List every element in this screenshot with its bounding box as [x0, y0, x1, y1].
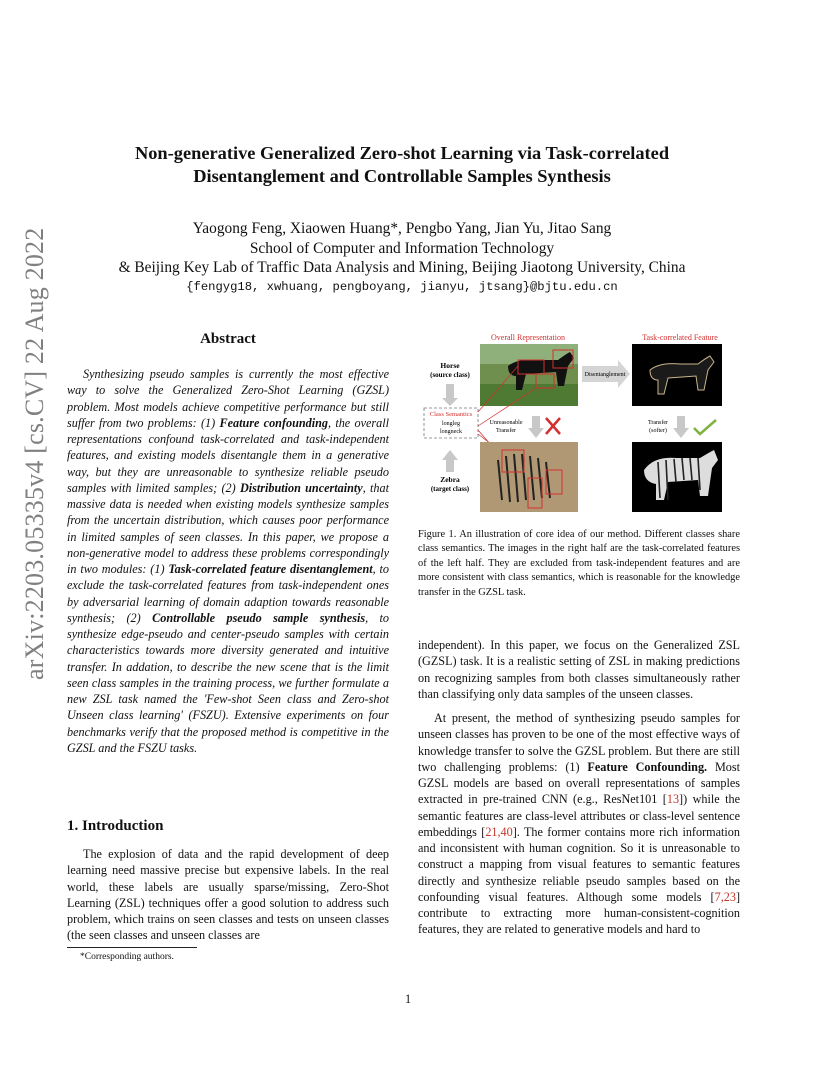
- unreasonable-label-1: Unreasonable: [489, 420, 523, 426]
- rp2-f: ] contribute to extracting more human-consistent-cognition features, they are related to generative models and hard to: [418, 889, 740, 937]
- abstract-text-1: Synthesizing pseudo samples is currently the most effective way to solve the Generalized Zero-Shot Learning (GZSL) problem. Most models achieve competitive performance but still suffer from two problems: (1): [67, 367, 389, 430]
- abstract-bold-3: Task-correlated feature disentanglement: [168, 562, 373, 576]
- zebra-feature-image: [632, 442, 722, 512]
- down-arrow-middle: [528, 416, 544, 438]
- abstract-body: [67, 366, 389, 756]
- down-arrow-left: [442, 384, 458, 406]
- zebra-label: Zebra: [440, 475, 460, 484]
- rp2-a: At present, the method of synthesizing pseudo samples for unseen classes has proven to be one of the most effective ways of knowledge transfer to solve the GZSL problem. But there are still two challenging problems: (1): [418, 711, 740, 774]
- unreasonable-label-2: Transfer: [495, 428, 517, 434]
- figure-caption: Figure 1. An illustration of core idea of our method. Different classes share class semantics. The images in the right half are the task-correlated features of the left half. They are excluded from task-independent features and are more consistent with class semantics, which is reasonable for the knowledge transfer in the GZSL task.: [418, 529, 740, 598]
- title-line-2: Disentanglement and Controllable Samples Synthesis: [193, 166, 611, 186]
- right-column-body: [418, 637, 740, 938]
- task-correlated-label: Task-correlated Feature: [642, 333, 718, 342]
- abstract-bold-2: Distribution uncertainty: [239, 480, 363, 495]
- check-icon: [694, 420, 716, 434]
- figure-1: [418, 330, 740, 525]
- cross-icon: [546, 418, 560, 434]
- up-arrow-left: [442, 450, 458, 472]
- disentangle-arrow: [582, 360, 630, 388]
- affiliation-1: School of Computer and Information Technology: [249, 239, 555, 257]
- right-paragraph-1: independent). In this paper, we focus on the Generalized ZSL (GZSL) task. It is a realistic setting of ZSL in making predictions on recognizing samples from both classes simultaneously rather than classifying only data samples of the unseen classes.: [418, 638, 740, 701]
- abstract-heading: Abstract: [200, 331, 256, 347]
- footnote-rule: [67, 947, 197, 948]
- transfer-label-1: Transfer: [647, 420, 669, 426]
- zebra-sublabel: (target class): [430, 485, 470, 493]
- paper-title: [80, 142, 724, 188]
- zebra-image: [480, 442, 578, 512]
- intro-body: The explosion of data and the rapid development of deep learning need massive precise but expensive labels. In the real world, these labels are usually sparse/missing, Zero-Shot Learning (ZSL) techniques offer a good solution to address such problem, which trains on seen classes and tests on unseen classes (the seen classes and unseen classes are: [67, 847, 389, 943]
- abstract-bold-4: Controllable pseudo sample synthesis: [152, 610, 366, 625]
- rp2-c: Most GZSL models are based on overall representations of samples extracted in pre-trained CNN (e.g., ResNet101 [: [418, 759, 740, 807]
- footnote: *Corresponding authors.: [80, 952, 174, 962]
- abstract-text-2: , the overall representations confound task-correlated and task-independent features, and existing models disentangle them in a generative way, but they are unreasonable to synthesize reliable pseudo samples with limited samples; (2): [67, 415, 390, 495]
- author-names: Yaogong Feng, Xiaowen Huang*, Pengbo Yang, Jian Yu, Jitao Sang: [192, 220, 612, 237]
- intro-heading: 1. Introduction: [67, 818, 164, 834]
- affiliation-2: & Beijing Key Lab of Traffic Data Analysis and Mining, Beijing Jiaotong University, China: [118, 259, 686, 276]
- citation-link[interactable]: 7,23: [714, 889, 736, 904]
- horse-sublabel: (source class): [430, 371, 470, 379]
- title-line-1: Non-generative Generalized Zero-shot Learning via Task-correlated: [134, 143, 670, 163]
- horse-feature-image: [632, 344, 722, 406]
- rp2-d: ]) while the semantic features are class-level attributes or class-level sentence embeddings [: [418, 792, 740, 839]
- overall-representation-label: Overall Representation: [491, 333, 565, 342]
- class-semantics-box: [424, 408, 478, 438]
- citation-link[interactable]: 13: [666, 792, 680, 807]
- down-arrow-right: [673, 416, 689, 438]
- disentangle-label: Disentanglement: [584, 372, 626, 378]
- page-number: 1: [404, 992, 412, 1006]
- citation-link[interactable]: 21,40: [485, 824, 513, 839]
- abstract-text-3: , that massive data is needed when existing models synthesize samples from the uncertain distribution, which causes poor performance in limited samples of seen classes. In this paper, we propose a non-generative model to address these problems correspondingly in two modules: (1): [67, 480, 389, 576]
- class-semantics-1: longleg: [442, 421, 460, 427]
- abstract-text-4: , to exclude the task-correlated features from task-independent ones by adversarial learning of domain adaption towards reasonable synthesis; (2): [67, 562, 389, 625]
- right-paragraph-2: [418, 710, 740, 938]
- rp2-e: ]. The former contains more rich information and inconsistent with human cognition. So it is unreasonable to construct a mapping from visual features to semantic features directly and synthesize reliable pseudo samples based on the confounding visual features. Although some models [: [418, 824, 740, 904]
- abstract-text-5: , to synthesize edge-pseudo and center-pseudo samples with certain characteristics towards more diversity generated and intuitive transfer. In addation, to describe the new scene that is the limit seen class samples in the training process, we further formulate a new ZSL task named the 'Few-shot Seen class and Zero-shot Unseen class learning' (FSZU). Extensive experiments on four benchmarks verify that the proposed method is competitive in the GZSL and the FSZU tasks.: [67, 610, 390, 755]
- rp2-bold: Feature Confounding.: [587, 759, 708, 774]
- horse-image: [480, 344, 578, 406]
- abstract-bold-1: Feature confounding: [219, 415, 329, 430]
- author-block: [80, 219, 724, 297]
- class-semantics-title: Class Semantics: [429, 411, 473, 418]
- class-semantics-2: longneck: [440, 429, 462, 435]
- transfer-label-2: (softer): [649, 428, 667, 434]
- author-emails[interactable]: {fengyg18, xwhuang, pengboyang, jianyu, jtsang}@bjtu.edu.cn: [186, 279, 618, 294]
- horse-label: Horse: [440, 361, 460, 370]
- arxiv-stamp[interactable]: arXiv:2203.05335v4 [cs.CV] 22 Aug 2022: [20, 227, 49, 680]
